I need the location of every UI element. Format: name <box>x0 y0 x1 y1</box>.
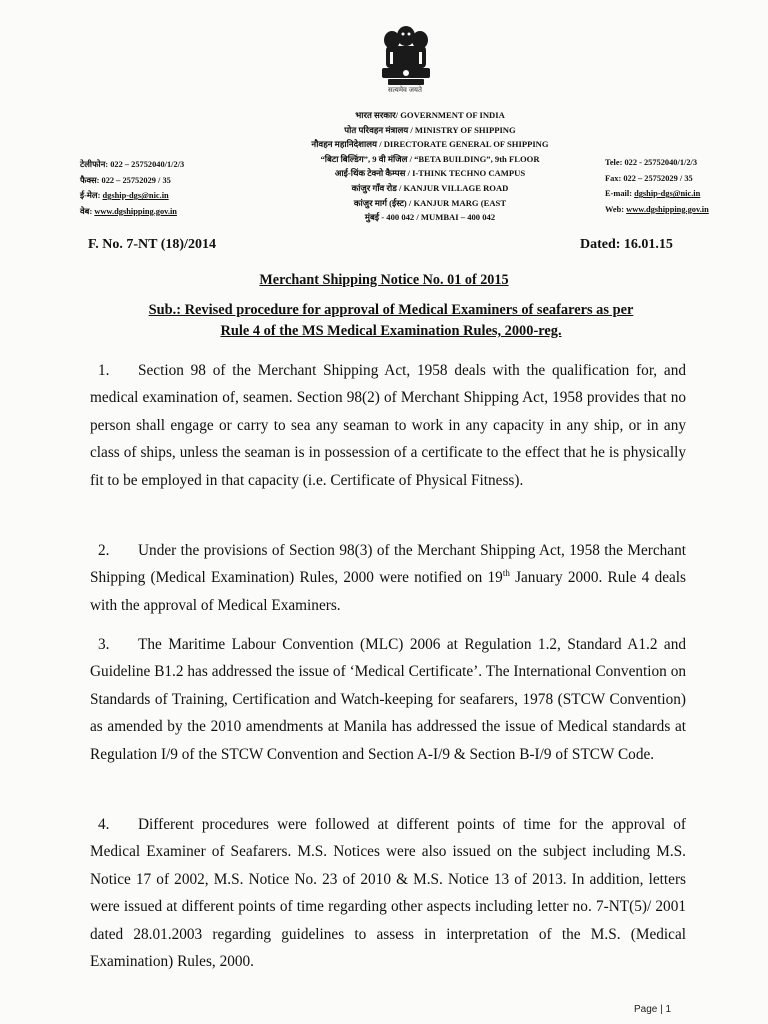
subject <box>96 300 686 342</box>
paragraph-number: 3. <box>98 636 110 653</box>
web-label: Web: <box>605 204 627 214</box>
subject-line: Rule 4 of the MS Medical Examination Rules, 2000-reg. <box>220 323 562 339</box>
email-link[interactable]: dgship-dgs@nic.in <box>634 189 701 199</box>
paragraph-number: 2. <box>98 542 110 559</box>
paragraph-text: Different procedures were followed at different points of time for the approval of Medical Examiner of Seafarers. M.S. Notices were also issued on the subject including M.S. Notice 17 of 2002, M.S. Notice No. 23 of 2010 & M.S. Notice 13 of 2013. In addition, letters were issued at different points of time regarding other aspects including letter no. 7-NT(5)/ 2001 dated 28.01.2003 regarding guidelines to assess in interpretation of the M.S. (Medical Examination) Rules, 2000. <box>90 816 686 971</box>
web-row <box>80 204 270 220</box>
email-link[interactable]: dgship-dgs@nic.in <box>102 191 169 201</box>
paragraph <box>90 811 686 975</box>
paragraph-number: 4. <box>98 816 110 833</box>
notice-title: Merchant Shipping Notice No. 01 of 2015 <box>259 272 509 288</box>
web-link[interactable]: www.dgshipping.gov.in <box>626 204 709 214</box>
contact-hindi <box>80 157 270 219</box>
email-row <box>80 188 270 204</box>
paragraph-text: Under the provisions of Section 98(3) of the Merchant Shipping Act, 1958 the Merchant Shipping (Medical Examination) Rules, 2000 were notified on 19 <box>90 542 686 587</box>
page-number: Page | 1 <box>634 1004 672 1015</box>
web-link[interactable]: www.dgshipping.gov.in <box>94 206 177 216</box>
fax: Fax: 022 – 25752029 / 35 <box>605 173 693 183</box>
telephone: Tele: 022 - 25752040/1/2/3 <box>605 158 698 167</box>
fax: फैक्स: 022 – 25752029 / 35 <box>80 175 171 185</box>
emblem-motto: सत्यमेव जयते <box>388 86 422 94</box>
header-line: कांजुर मार्ग (ईस्ट) / KANJUR MARG (EAST <box>353 197 507 208</box>
header-line: भारत सरकार/ GOVERNMENT OF INDIA <box>355 110 505 120</box>
date: Dated: 16.01.15 <box>580 237 673 252</box>
telephone: टेलीफोन: 022 – 25752040/1/2/3 <box>80 160 185 169</box>
paragraph-text: Section 98 of the Merchant Shipping Act, 1958 deals with the qualification for, and medical examination of, seamen. Section 98(2) of Merchant Shipping Act, 1958 provides that no person shall engage or carry to sea any seaman to work in any capacity in any ship, or in any class of ships, unless the seaman is in possession of a certificate to the effect that he is physically fit to be employed in that capacity (i.e. Certificate of Physical Fitness). <box>90 362 686 489</box>
header-line: मुंबई - 400 042 / MUMBAI – 400 042 <box>364 212 496 223</box>
file-number: F. No. 7-NT (18)/2014 <box>88 237 216 252</box>
paragraph-text: January 2000. Rule 4 deals with the approval of Medical Examiners. <box>90 569 686 614</box>
contact-english <box>605 155 765 217</box>
national-emblem-icon <box>374 22 438 96</box>
subject-line: Sub.: Revised procedure for approval of Medical Examiners of seafarers as per <box>148 302 634 318</box>
email-label: ई-मेल: <box>80 191 103 201</box>
paragraph <box>90 631 686 768</box>
header-line: “बिटा बिल्डिंग”, 9 वी मंजिल / “BETA BUILDING”, 9th FLOOR <box>320 153 540 164</box>
paragraph-text: The Maritime Labour Convention (MLC) 2006 at Regulation 1.2, Standard A1.2 and Guideline B1.2 has addressed the issue of ‘Medical Certificate’. The International Convention on Standards of Training, Certification and Watch-keeping for seafarers, 1978 (STCW Convention) as amended by the 2010 amendments at Manila has addressed the issue of Medical standards at Regulation I/9 of the STCW Convention and Section A-I/9 & Section B-I/9 of STCW Code. <box>90 636 686 763</box>
web-label: वेब: <box>80 206 95 216</box>
email-row <box>605 186 765 202</box>
header-line: पोत परिवहन मंत्रालय / MINISTRY OF SHIPPING <box>344 124 516 135</box>
paragraph-number: 1. <box>98 362 110 379</box>
paragraph <box>90 537 686 619</box>
email-label: E-mail: <box>605 189 635 199</box>
superscript: th <box>502 568 510 579</box>
header-line: कांजुर गाँव रोड / KANJUR VILLAGE ROAD <box>351 182 509 193</box>
header-line: आई-थिंक टेक्नो कैम्पस / I-THINK TECHNO CAMPUS <box>334 168 526 179</box>
ministry-header <box>250 108 610 225</box>
web-row <box>605 202 765 218</box>
header-line: नौवहन महानिदेशालय / DIRECTORATE GENERAL OF SHIPPING <box>311 139 549 150</box>
paragraph <box>90 357 686 494</box>
